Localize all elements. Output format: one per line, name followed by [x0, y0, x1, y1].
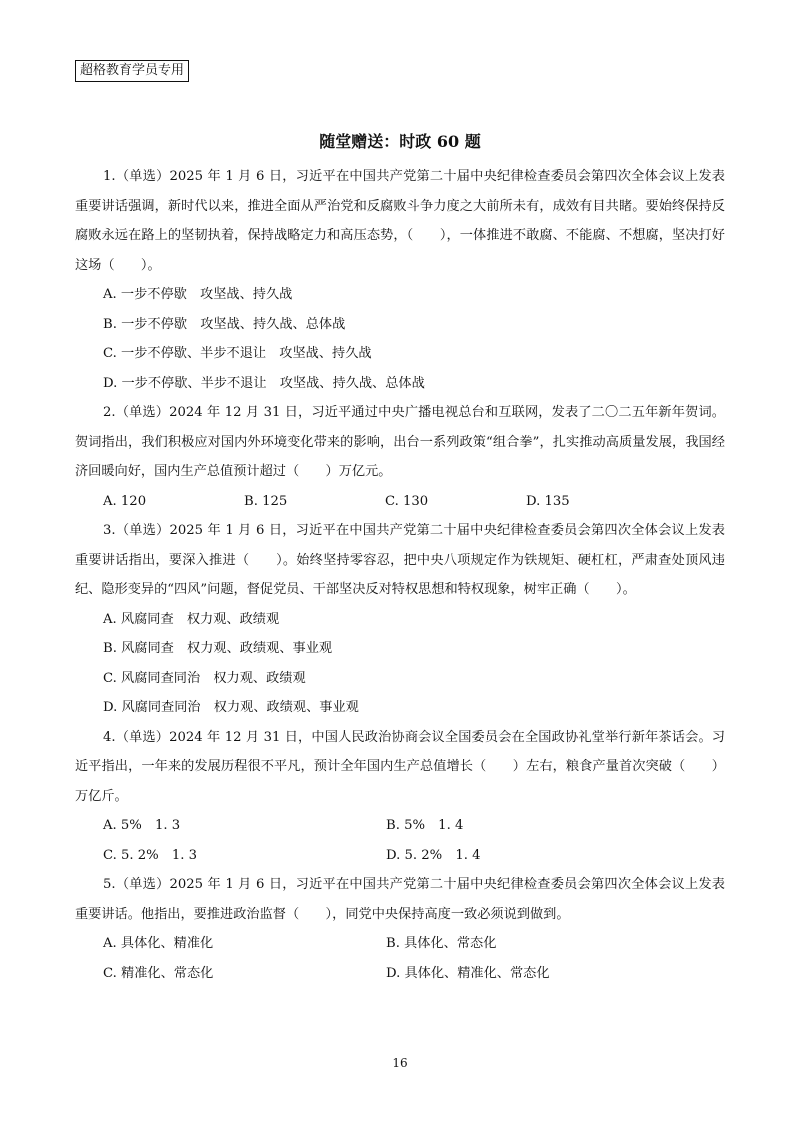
option-row	[75, 959, 725, 989]
header-label: 超格教育学员专用	[75, 60, 189, 82]
option-c: C. 风腐同查同治 权力观、政绩观	[103, 670, 306, 686]
option-b: B. 5% 1. 4	[386, 818, 464, 833]
question-stem: 5.（单选）2025 年 1 月 6 日，习近平在中国共产党第二十届中央纪律检查委员会第四次全体会议上发表重要讲话。他指出，要推进政治监督（ ），同党中央保持高度一致必须说到做到。	[75, 877, 725, 922]
question-4	[75, 723, 725, 871]
page-title: 随堂赠送：时政 60 题	[319, 132, 481, 151]
option-a: A. 120	[103, 493, 147, 509]
option-d: D. 风腐同查同治 权力观、政绩观、事业观	[103, 700, 359, 715]
option-b: B. 125	[244, 493, 288, 509]
question-stem: 2.（单选）2024 年 12 月 31 日，习近平通过中央广播电视总台和互联网，发表了二〇二五年新年贺词。贺词指出，我们积极应对国内外环境变化带来的影响，出台一系列政策“组合拳”，扎实推动高质量发展，我国经济回暖向好，国内生产总值预计超过（ ）万亿元。	[75, 405, 725, 479]
option-a: A. 风腐同查 权力观、政绩观	[103, 611, 280, 627]
option-row	[75, 487, 725, 517]
option-row	[75, 929, 725, 959]
option-row	[75, 310, 725, 340]
option-c: C. 130	[385, 493, 429, 509]
option-row	[75, 841, 725, 871]
option-d: D. 5. 2% 1. 4	[386, 847, 481, 863]
option-row	[75, 280, 725, 310]
question-stem: 3.（单选）2025 年 1 月 6 日，习近平在中国共产党第二十届中央纪律检查委员会第四次全体会议上发表重要讲话指出，要深入推进（ ）。始终坚持零容忍，把中央八项规定作为铁规矩、硬杠杠，严肃查处顶风违纪、隐形变异的“四风”问题，督促党员、干部坚决反对特权思想和特权现象，树牢正确（ ）。	[75, 523, 725, 597]
option-row	[75, 664, 725, 694]
option-row	[75, 605, 725, 635]
option-b: B. 一步不停歇 攻坚战、持久战、总体战	[103, 316, 346, 332]
option-row	[75, 339, 725, 369]
option-row	[75, 634, 725, 664]
option-c: C. 精准化、常态化	[103, 965, 214, 981]
option-a: A. 5% 1. 3	[103, 818, 181, 833]
option-row	[75, 811, 725, 841]
option-d: D. 具体化、精准化、常态化	[386, 965, 550, 981]
option-a: A. 具体化、精准化	[103, 936, 214, 951]
option-row	[75, 693, 725, 723]
option-row	[75, 369, 725, 399]
question-stem: 4.（单选）2024 年 12 月 31 日，中国人民政治协商会议全国委员会在全国政协礼堂举行新年茶话会。习近平指出，一年来的发展历程很不平凡，预计全年国内生产总值增长（ ）左右，粮食产量首次突破（ ）万亿斤。	[75, 729, 725, 804]
option-c: C. 一步不停歇、半步不退让 攻坚战、持久战	[103, 346, 372, 361]
question-stem: 1.（单选）2025 年 1 月 6 日，习近平在中国共产党第二十届中央纪律检查委员会第四次全体会议上发表重要讲话强调，新时代以来，推进全面从严治党和反腐败斗争力度之大前所未有，成效有目共睹。要始终保持反腐败永远在路上的坚韧执着，保持战略定力和高压态势，（ ），一体推进不敢腐、不能腐、不想腐，坚决打好这场（ ）。	[75, 169, 725, 273]
option-d: D. 135	[526, 493, 570, 509]
question-list	[75, 162, 725, 988]
option-b: B. 风腐同查 权力观、政绩观、事业观	[103, 641, 333, 656]
question-2	[75, 398, 725, 516]
question-1	[75, 162, 725, 398]
question-3	[75, 516, 725, 723]
question-5	[75, 870, 725, 988]
option-d: D. 一步不停歇、半步不退让 攻坚战、持久战、总体战	[103, 375, 425, 391]
option-a: A. 一步不停歇 攻坚战、持久战	[103, 287, 293, 302]
option-c: C. 5. 2% 1. 3	[103, 847, 198, 863]
option-b: B. 具体化、常态化	[386, 936, 497, 951]
page-number: 16	[392, 1056, 408, 1070]
